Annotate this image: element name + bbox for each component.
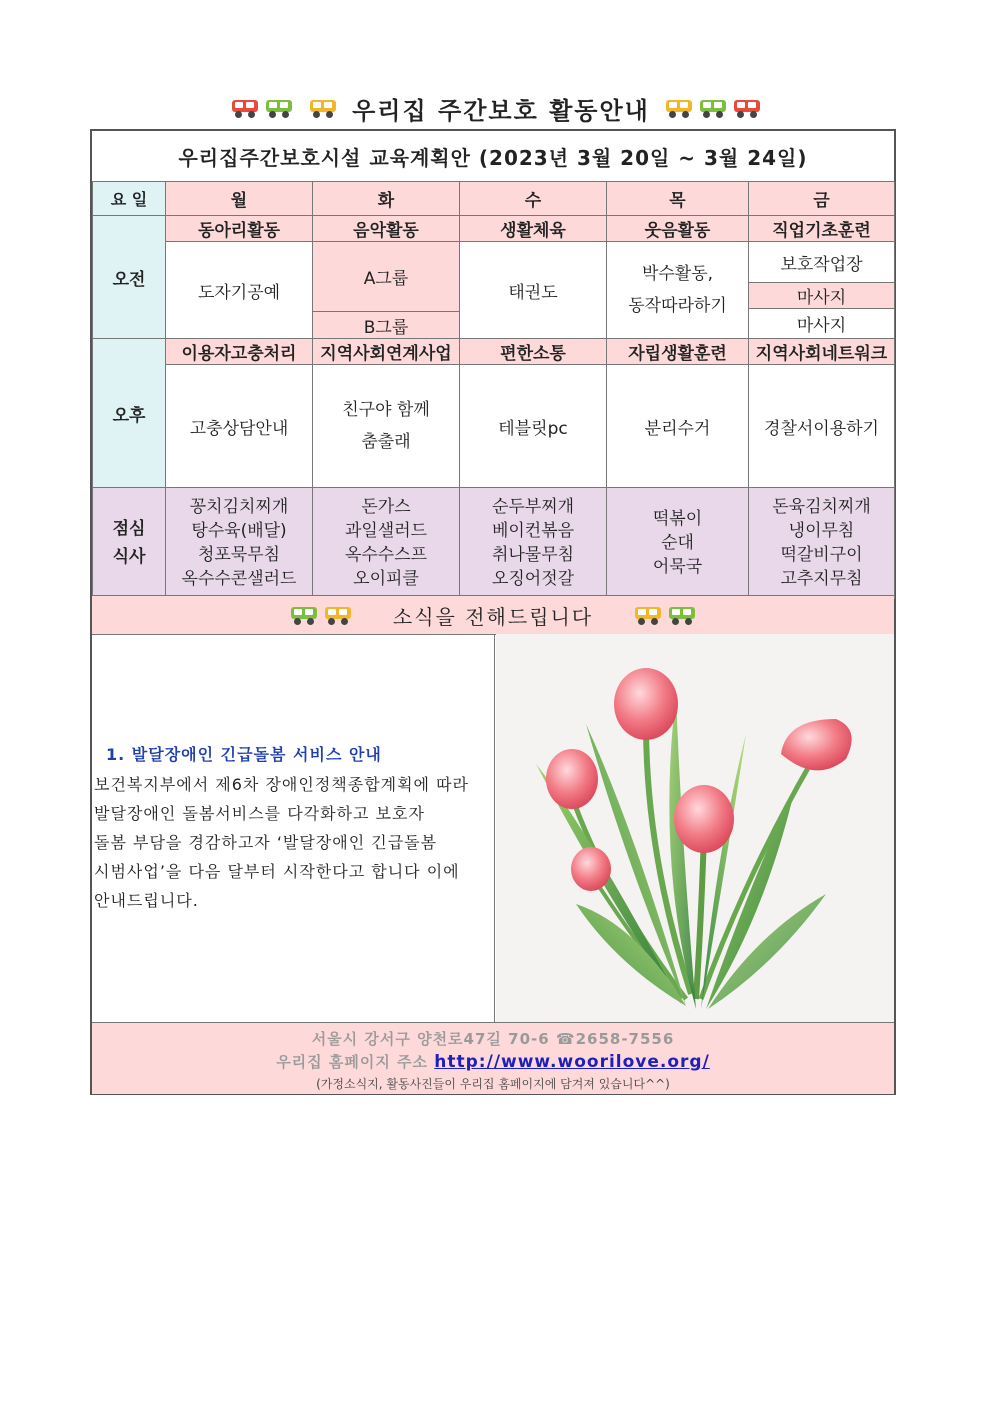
train-icon bbox=[289, 604, 319, 626]
menu-item: 어묵국 bbox=[652, 557, 703, 577]
day-thu: 목 bbox=[607, 182, 749, 216]
news-bar-title: 소식을 전해드립니다 bbox=[392, 604, 594, 629]
menu-item: 돈육김치찌개 bbox=[772, 497, 871, 517]
am-category-tue: 음악활동 bbox=[313, 216, 460, 242]
menu-item: 떡갈비구이 bbox=[780, 545, 863, 565]
news-bar bbox=[92, 595, 894, 635]
meal-mon bbox=[166, 488, 313, 599]
menu-item: 청포묵무침 bbox=[197, 545, 281, 565]
tulip-illustration bbox=[496, 634, 894, 1022]
pm-activity-tue bbox=[313, 365, 460, 488]
pm-activity-tue-line1: 친구야 함께 bbox=[342, 400, 430, 420]
pm-activity-tue-line2: 춤출래 bbox=[361, 432, 411, 452]
day-header-label: 요 일 bbox=[93, 182, 166, 216]
am-activity-thu-line2: 동작따라하기 bbox=[628, 296, 727, 316]
train-icon bbox=[264, 97, 294, 119]
pm-category-fri: 지역사회네트워크 bbox=[749, 339, 895, 365]
am-activity-thu bbox=[607, 242, 749, 339]
pm-label: 오후 bbox=[93, 339, 166, 488]
newsletter-frame bbox=[90, 129, 896, 1095]
train-icon bbox=[667, 604, 697, 626]
news-body-line: 보건복지부에서 제6차 장애인정책종합계획에 따라 bbox=[94, 775, 470, 794]
meal-thu bbox=[607, 488, 749, 599]
meal-label bbox=[93, 488, 166, 599]
menu-item: 고추지무침 bbox=[780, 569, 863, 589]
day-wed: 수 bbox=[460, 182, 607, 216]
meal-wed bbox=[460, 488, 607, 599]
meal-fri bbox=[749, 488, 895, 599]
pm-activity-row bbox=[93, 365, 895, 488]
train-group-news-left bbox=[289, 604, 353, 626]
pm-activity-fri: 경찰서이용하기 bbox=[749, 365, 895, 488]
day-fri: 금 bbox=[749, 182, 895, 216]
weekly-schedule-table bbox=[92, 181, 895, 599]
menu-item: 냉이무침 bbox=[788, 521, 855, 541]
homepage-label: 우리집 홈페이지 주소 bbox=[276, 1053, 429, 1071]
pm-activity-thu: 분리수거 bbox=[607, 365, 749, 488]
train-icon bbox=[230, 97, 260, 119]
am-category-mon: 동아리활동 bbox=[166, 216, 313, 242]
pm-category-wed: 편한소통 bbox=[460, 339, 607, 365]
pm-activity-wed: 테블릿pc bbox=[460, 365, 607, 488]
am-activity-tue-b: B그룹 bbox=[313, 312, 460, 339]
day-tue: 화 bbox=[313, 182, 460, 216]
page-title: 우리집 주간보호 활동안내 bbox=[352, 96, 650, 125]
page-header bbox=[0, 88, 992, 128]
am-activity-mon: 도자기공예 bbox=[166, 242, 313, 339]
train-group-left bbox=[230, 97, 338, 119]
menu-item: 떡볶이 bbox=[652, 509, 703, 529]
menu-item: 옥수수스프 bbox=[344, 545, 428, 565]
menu-item: 순두부찌개 bbox=[491, 497, 575, 517]
news-text-panel bbox=[92, 634, 495, 1022]
am-category-row bbox=[93, 216, 895, 242]
am-activity-fri-3: 마사지 bbox=[749, 309, 895, 339]
am-label: 오전 bbox=[93, 216, 166, 339]
news-body-line: 발달장애인 돌봄서비스를 다각화하고 보호자 bbox=[94, 804, 425, 823]
menu-item: 돈가스 bbox=[361, 497, 411, 517]
footer-note: (가정소식지, 활동사진들이 우리집 홈페이지에 담겨져 있습니다^^) bbox=[316, 1077, 670, 1091]
menu-item: 취나물무침 bbox=[491, 545, 575, 565]
menu-item: 오징어젓갈 bbox=[491, 569, 575, 589]
menu-item: 탕수육(배달) bbox=[191, 521, 287, 541]
news-body-line: 안내드립니다. bbox=[94, 891, 199, 910]
meal-label-line1: 점심 bbox=[112, 519, 146, 539]
day-mon: 월 bbox=[166, 182, 313, 216]
menu-item: 꽁치김치찌개 bbox=[189, 497, 289, 517]
train-icon bbox=[633, 604, 663, 626]
news-body-line: 시범사업’을 다음 달부터 시작한다고 합니다 이에 bbox=[94, 862, 460, 881]
menu-item: 순대 bbox=[661, 533, 694, 553]
news-body bbox=[94, 770, 490, 915]
meal-label-line2: 식사 bbox=[112, 547, 146, 567]
train-icon bbox=[308, 97, 338, 119]
am-category-thu: 웃음활동 bbox=[607, 216, 749, 242]
train-icon bbox=[664, 97, 694, 119]
am-activity-fri-1: 보호작업장 bbox=[749, 242, 895, 283]
am-activity-fri-2: 마사지 bbox=[749, 283, 895, 309]
train-group-news-right bbox=[633, 604, 697, 626]
meal-row bbox=[93, 488, 895, 599]
pm-category-tue: 지역사회연계사업 bbox=[313, 339, 460, 365]
pm-category-thu: 자립생활훈련 bbox=[607, 339, 749, 365]
news-heading: 1. 발달장애인 긴급돌봄 서비스 안내 bbox=[106, 745, 382, 764]
tulip-svg bbox=[496, 634, 894, 1022]
plan-title: 우리집주간보호시설 교육계획안 (2023년 3월 20일 ~ 3월 24일) bbox=[92, 131, 894, 182]
footer bbox=[92, 1022, 894, 1094]
am-activity-tue-a: A그룹 bbox=[313, 242, 460, 312]
am-category-wed: 생활체육 bbox=[460, 216, 607, 242]
menu-item: 과일샐러드 bbox=[344, 521, 428, 541]
am-activity-thu-line1: 박수활동, bbox=[641, 264, 714, 284]
pm-activity-mon: 고충상담안내 bbox=[166, 365, 313, 488]
train-group-right bbox=[664, 97, 762, 119]
news-body-line: 돌봄 부담을 경감하고자 ‘발달장애인 긴급돌봄 bbox=[94, 833, 438, 852]
pm-category-row bbox=[93, 339, 895, 365]
meal-tue bbox=[313, 488, 460, 599]
footer-address: 서울시 강서구 양천로47길 70-6 ☎2658-7556 bbox=[311, 1030, 675, 1048]
homepage-link[interactable]: http://www.woorilove.org/ bbox=[434, 1052, 710, 1072]
pm-category-mon: 이용자고충처리 bbox=[166, 339, 313, 365]
footer-homepage bbox=[92, 1051, 894, 1072]
am-activity-wed: 태권도 bbox=[460, 242, 607, 339]
menu-item: 오이피클 bbox=[353, 569, 419, 589]
menu-item: 베이컨볶음 bbox=[491, 521, 575, 541]
train-icon bbox=[732, 97, 762, 119]
menu-item: 옥수수콘샐러드 bbox=[181, 569, 297, 589]
day-header-row bbox=[93, 182, 895, 216]
train-icon bbox=[323, 604, 353, 626]
am-category-fri: 직업기초훈련 bbox=[749, 216, 895, 242]
train-icon bbox=[698, 97, 728, 119]
